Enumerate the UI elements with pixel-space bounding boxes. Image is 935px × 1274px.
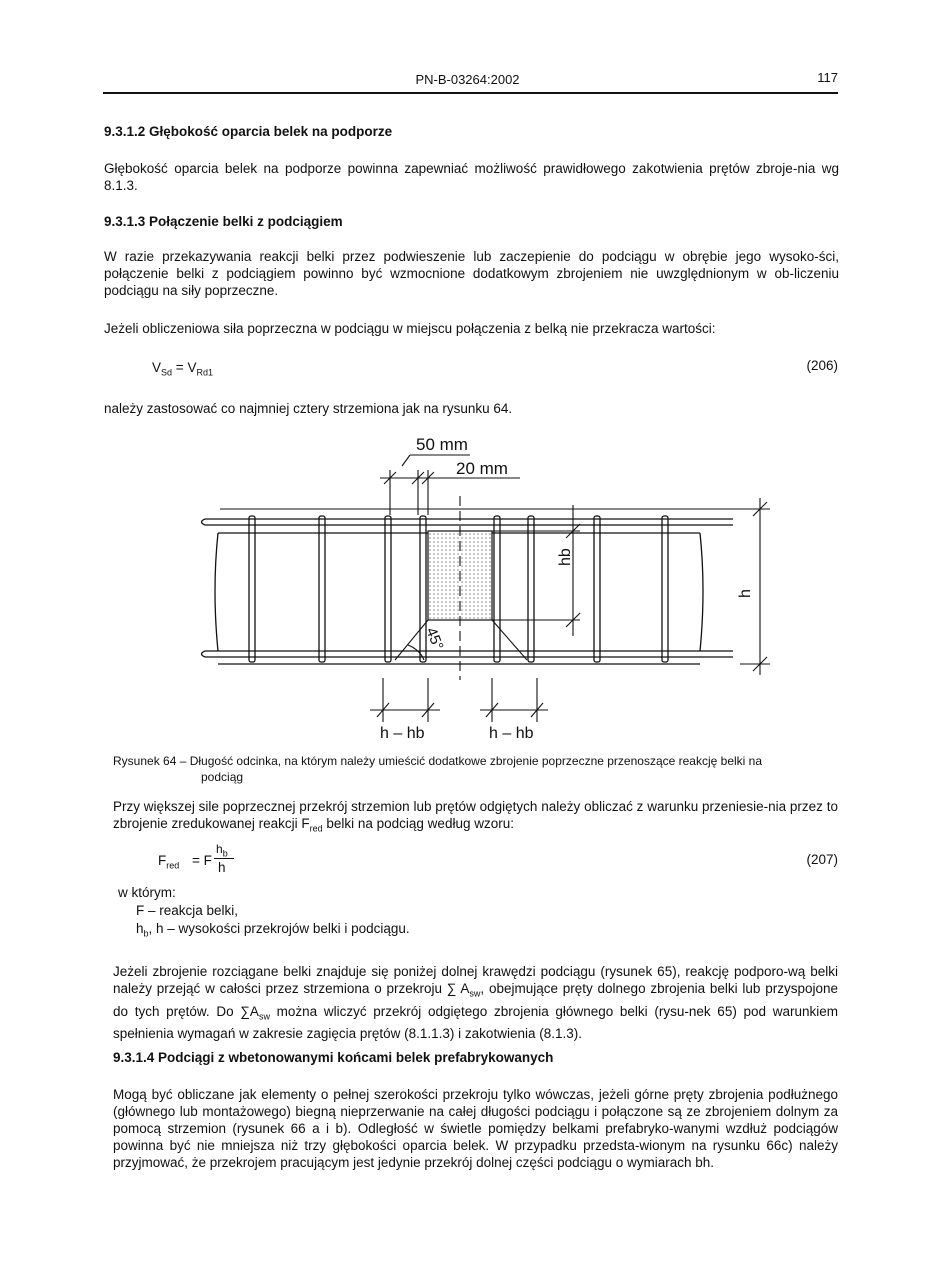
stirrup-1 — [249, 516, 255, 662]
stirrup-7 — [594, 516, 600, 662]
page-number: 117 — [817, 70, 838, 85]
paragraph-tension-reinforcement: Jeżeli zbrojenie rozciągane belki znajduje się poniżej dolnej krawędzi podciągu (rysunek 65), reakcję podporo-wą belki należy przejąć w całości przez strzemiona o przekroju ∑ $A_{sw}$, obejmujące pręty dolnego zbrojenia belki lub przyspojone do tych prętów. Do $\sum A_{sw}$ można wliczyć przekrój odgiętego zbrojenia głównego belki (rysu-nek 65) pod warunkiem spełnienia wymagań w zakresie zagięcia prętów (8.1.1.3) i zakotwienia (8.1.3). — [113, 964, 839, 1042]
stirrup-2 — [319, 516, 325, 662]
h-label: h — [737, 589, 754, 598]
figure-64-reinforcement-diagram — [190, 425, 780, 750]
stirrup-8 — [662, 516, 668, 662]
paragraph-larger-shear: Przy większej sile poprzecznej przekrój strzemion lub prętów odgiętych należy obliczać z warunku przeniesie-nia przez to zbrojenie zredukowanej reakcji $F_{red}$ belki na podciąg według wzoru: — [113, 799, 838, 834]
equation-number-207: (207) — [806, 852, 838, 867]
paragraph-four-stirrups: należy zastosować co najmniej cztery strzemiona jak na rysunku 64. — [104, 401, 513, 416]
where-item-h: $h_b$, h – wysokości przekrojów belki i podciągu. — [136, 921, 410, 939]
caption-line-2: podciąg — [201, 770, 244, 784]
where-label: w którym: — [118, 885, 176, 900]
dim-20mm-label: 20 mm — [456, 459, 508, 478]
top-bar-end — [202, 519, 206, 525]
equation-number-206: (206) — [806, 358, 838, 373]
paragraph-beam-connection: W razie przekazywania reakcji belki przez podwieszenie lub zaczepienie do podciągu w obrębie jego wysoko-ści, połączenie belki z podciągiem powinno być wzmocnione dodatkowym zbrojeniem nie uwzględnionym w ob-liczeniu podciągu na siły poprzeczne. — [104, 249, 839, 298]
paragraph-support-depth: Głębokość oparcia belek na podporze powinna zapewniać możliwość prawidłowego zakotwienia prętów zbroje-nia wg 8.1.3. — [104, 161, 839, 193]
equation-207: $F_{red}$ = F $h_b$ h — [158, 846, 278, 880]
left-edge — [215, 533, 218, 651]
hb-label: hb — [557, 548, 574, 566]
stirrup-6 — [528, 516, 534, 662]
dim-50mm-label: 50 mm — [416, 435, 468, 454]
caption-line-1: Rysunek 64 – Długość odcinka, na którym należy umieścić dodatkowe zbrojenie poprzeczne przenoszące reakcję belki na — [113, 754, 763, 768]
load-spread-right — [492, 620, 527, 660]
stirrup-3 — [385, 516, 391, 662]
section-heading-9-3-1-4: 9.3.1.4 Podciągi z wbetonowanymi końcami belek prefabrykowanych — [113, 1050, 554, 1065]
figure-64-caption — [113, 753, 848, 785]
section-heading-9-3-1-3: 9.3.1.3 Połączenie belki z podciągiem — [104, 214, 343, 229]
bottom-bar-end — [202, 651, 206, 657]
running-header: PN-B-03264:2002 — [415, 72, 520, 87]
equation-206: $V_{Sd} = V_{Rd1}$ — [152, 360, 213, 378]
dim-leader-50 — [402, 455, 410, 466]
stirrup-5 — [494, 516, 500, 662]
angle-45-label: 45° — [422, 625, 447, 653]
right-edge — [700, 533, 703, 651]
angle-arc — [408, 645, 424, 660]
stirrup-4 — [420, 516, 426, 662]
paragraph-shear-condition: Jeżeli obliczeniowa siła poprzeczna w podciągu w miejscu połączenia z belką nie przekracza wartości: — [104, 321, 716, 336]
section-heading-9-3-1-2: 9.3.1.2 Głębokość oparcia belek na podporze — [104, 124, 393, 139]
load-spread-left — [395, 620, 428, 660]
where-item-f: F – reakcja belki, — [136, 903, 239, 918]
paragraph-precast-girders: Mogą być obliczane jak elementy o pełnej szerokości przekroju tylko wówczas, jeżeli górne pręty zbrojenia podłużnego (głównego lub montażowego) biegną nieprzerwanie na całej długości podciągu i połączone są ze zbrojeniem dolnym za pomocą strzemion (rysunek 66 a i b). Odległość w świetle pomiędzy belkami prefabryko-wanymi wzdłuż podciągów powinna być nie mniejsza niż trzy głębokości oparcia belek. W przypadku przedsta-wionym na rysunku 66c) należy przyjmować, że przekrojem pracującym jest jedynie przekrój dolnej części podciągu o wymiarach bh. — [113, 1087, 838, 1170]
header-rule — [103, 92, 838, 94]
h-minus-hb-left-label: h – hb — [380, 725, 425, 742]
h-minus-hb-right-label: h – hb — [489, 725, 534, 742]
